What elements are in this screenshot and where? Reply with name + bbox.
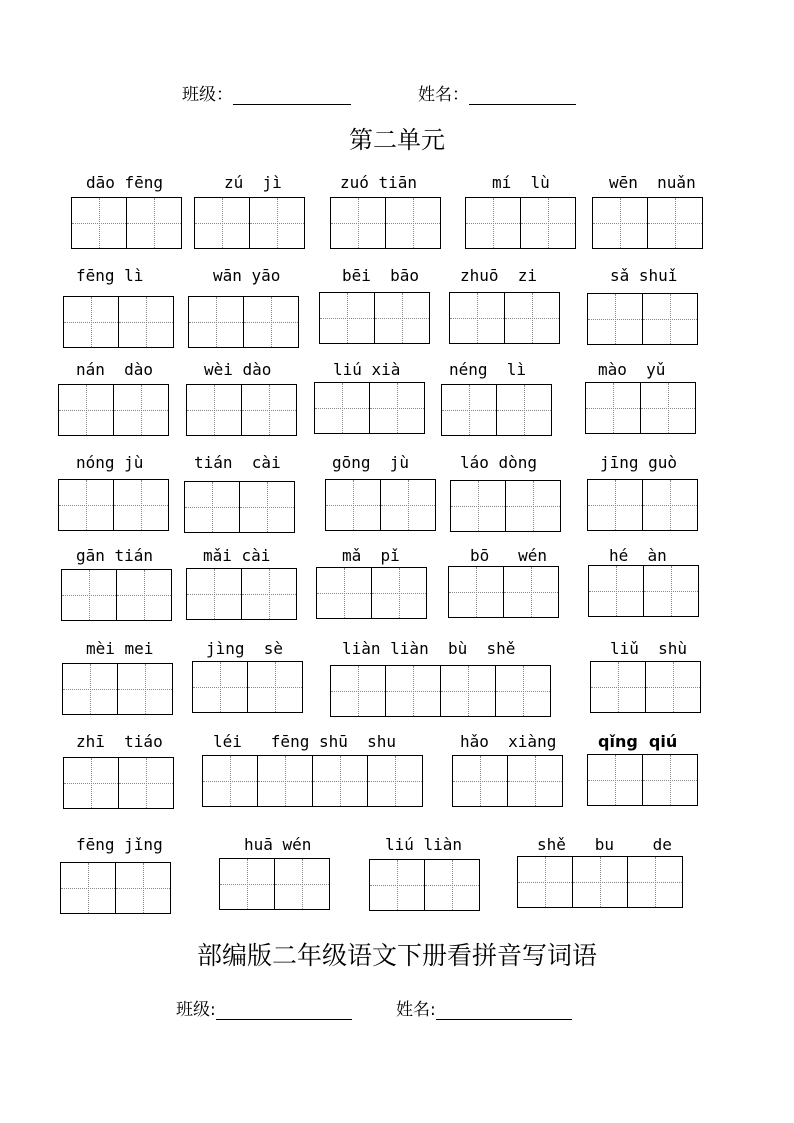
pinyin-label: mǎi cài xyxy=(203,546,271,565)
writing-box-row xyxy=(448,566,559,618)
pinyin-label: liú liàn xyxy=(385,835,463,854)
tianzige-cell[interactable] xyxy=(504,292,560,344)
pinyin-label: fēng lì xyxy=(76,266,144,285)
writing-box-row xyxy=(192,661,303,713)
pinyin-label: wān yāo xyxy=(213,266,281,285)
pinyin-label: mèi mei xyxy=(86,639,154,658)
writing-box-row xyxy=(449,292,560,344)
tianzige-cell[interactable] xyxy=(642,293,698,345)
writing-box-row xyxy=(194,197,305,249)
tianzige-cell[interactable] xyxy=(452,755,508,807)
tianzige-cell[interactable] xyxy=(62,663,118,715)
writing-box-row xyxy=(202,755,423,807)
tianzige-cell[interactable] xyxy=(572,856,628,908)
tianzige-cell[interactable] xyxy=(587,754,643,806)
writing-box-row xyxy=(585,382,696,434)
pinyin-label: nán dào xyxy=(76,360,154,379)
tianzige-cell[interactable] xyxy=(316,567,372,619)
tianzige-cell[interactable] xyxy=(380,479,436,531)
pinyin-label: zhī tiáo xyxy=(76,732,163,751)
pinyin-label: gōng jù xyxy=(332,453,410,472)
writing-box-row xyxy=(325,479,436,531)
class-blank[interactable] xyxy=(216,1003,352,1020)
tianzige-cell[interactable] xyxy=(202,755,258,807)
tianzige-cell[interactable] xyxy=(642,479,698,531)
tianzige-cell[interactable] xyxy=(60,862,116,914)
writing-box-row xyxy=(188,296,299,348)
pinyin-label: mǎ pǐ xyxy=(342,546,400,565)
worksheet-title: 部编版二年级语文下册看拼音写词语 xyxy=(196,941,597,970)
tianzige-cell[interactable] xyxy=(367,755,423,807)
tianzige-cell[interactable] xyxy=(449,292,505,344)
tianzige-cell[interactable] xyxy=(643,565,699,617)
pinyin-label: hé àn xyxy=(609,546,667,565)
tianzige-cell[interactable] xyxy=(118,757,174,809)
tianzige-cell[interactable] xyxy=(645,661,701,713)
writing-box-row xyxy=(587,754,698,806)
pinyin-label: qǐng qiú xyxy=(598,732,678,751)
tianzige-cell[interactable] xyxy=(503,566,559,618)
writing-box-row xyxy=(452,755,563,807)
tianzige-cell[interactable] xyxy=(374,292,430,344)
class-field-bottom xyxy=(176,995,352,1020)
writing-box-row xyxy=(369,859,480,911)
tianzige-cell[interactable] xyxy=(249,197,305,249)
tianzige-cell[interactable] xyxy=(640,382,696,434)
tianzige-cell[interactable] xyxy=(257,755,313,807)
tianzige-cell[interactable] xyxy=(440,665,496,717)
writing-box-row xyxy=(592,197,703,249)
tianzige-cell[interactable] xyxy=(186,384,242,436)
writing-box-row xyxy=(590,661,701,713)
writing-box-row xyxy=(316,567,427,619)
tianzige-cell[interactable] xyxy=(63,296,119,348)
pinyin-label: jīng guò xyxy=(600,453,678,472)
tianzige-cell[interactable] xyxy=(369,859,425,911)
pinyin-label: huā wén xyxy=(244,835,312,854)
tianzige-cell[interactable] xyxy=(520,197,576,249)
pinyin-label: wēn nuǎn xyxy=(609,173,696,192)
pinyin-label: léi fēng shū shu xyxy=(213,732,397,751)
pinyin-label: dāo fēng xyxy=(86,173,164,192)
pinyin-label: mí lù xyxy=(492,173,550,192)
writing-box-row xyxy=(314,382,425,434)
tianzige-cell[interactable] xyxy=(590,661,646,713)
tianzige-cell[interactable] xyxy=(184,481,240,533)
tianzige-cell[interactable] xyxy=(450,480,506,532)
pinyin-label: tián cài xyxy=(194,453,281,472)
pinyin-label: sǎ shuǐ xyxy=(610,266,678,285)
tianzige-cell[interactable] xyxy=(371,567,427,619)
writing-box-row xyxy=(587,293,698,345)
tianzige-cell[interactable] xyxy=(247,661,303,713)
pinyin-label: hǎo xiàng xyxy=(460,732,557,751)
pinyin-label: bēi bāo xyxy=(342,266,420,285)
writing-box-row xyxy=(450,480,561,532)
tianzige-cell[interactable] xyxy=(312,755,368,807)
tianzige-cell[interactable] xyxy=(219,858,275,910)
tianzige-cell[interactable] xyxy=(274,858,330,910)
tianzige-cell[interactable] xyxy=(186,568,242,620)
name-field-top xyxy=(418,80,576,105)
pinyin-label: liàn liàn bù shě xyxy=(342,639,516,658)
tianzige-cell[interactable] xyxy=(71,197,127,249)
writing-box-row xyxy=(186,568,297,620)
tianzige-cell[interactable] xyxy=(314,382,370,434)
tianzige-cell[interactable] xyxy=(517,856,573,908)
tianzige-cell[interactable] xyxy=(587,293,643,345)
writing-box-row xyxy=(63,296,174,348)
pinyin-label: bō wén xyxy=(470,546,548,565)
pinyin-label: nóng jù xyxy=(76,453,144,472)
tianzige-cell[interactable] xyxy=(241,384,297,436)
tianzige-cell[interactable] xyxy=(585,382,641,434)
tianzige-cell[interactable] xyxy=(505,480,561,532)
tianzige-cell[interactable] xyxy=(424,859,480,911)
tianzige-cell[interactable] xyxy=(117,663,173,715)
tianzige-cell[interactable] xyxy=(63,757,119,809)
tianzige-cell[interactable] xyxy=(385,665,441,717)
class-field-top xyxy=(182,80,351,105)
tianzige-cell[interactable] xyxy=(239,481,295,533)
pinyin-label: wèi dào xyxy=(204,360,272,379)
tianzige-cell[interactable] xyxy=(58,479,114,531)
pinyin-label: zuó tiān xyxy=(340,173,418,192)
tianzige-cell[interactable] xyxy=(496,384,552,436)
writing-box-row xyxy=(71,197,182,249)
writing-box-row xyxy=(62,663,173,715)
pinyin-label: jìng sè xyxy=(206,639,284,658)
tianzige-cell[interactable] xyxy=(385,197,441,249)
class-label: 班级: xyxy=(176,1000,216,1020)
writing-box-row xyxy=(588,565,699,617)
tianzige-cell[interactable] xyxy=(642,754,698,806)
tianzige-cell[interactable] xyxy=(441,384,497,436)
writing-box-row xyxy=(58,479,169,531)
writing-box-row xyxy=(186,384,297,436)
name-blank[interactable] xyxy=(436,1003,572,1020)
tianzige-cell[interactable] xyxy=(188,296,244,348)
tianzige-cell[interactable] xyxy=(495,665,551,717)
tianzige-cell[interactable] xyxy=(319,292,375,344)
tianzige-cell[interactable] xyxy=(58,384,114,436)
writing-box-row xyxy=(517,856,683,908)
tianzige-cell[interactable] xyxy=(325,479,381,531)
tianzige-cell[interactable] xyxy=(507,755,563,807)
pinyin-label: fēng jǐng xyxy=(76,835,163,854)
tianzige-cell[interactable] xyxy=(61,569,117,621)
writing-box-row xyxy=(58,384,169,436)
name-label: 姓名： xyxy=(418,85,469,105)
tianzige-cell[interactable] xyxy=(113,384,169,436)
writing-box-row xyxy=(441,384,552,436)
pinyin-label: liú xià xyxy=(333,360,401,379)
pinyin-label: láo dòng xyxy=(460,453,538,472)
writing-box-row xyxy=(465,197,576,249)
tianzige-cell[interactable] xyxy=(243,296,299,348)
tianzige-cell[interactable] xyxy=(126,197,182,249)
pinyin-label: gān tián xyxy=(76,546,154,565)
writing-box-row xyxy=(319,292,430,344)
tianzige-cell[interactable] xyxy=(369,382,425,434)
tianzige-cell[interactable] xyxy=(115,862,171,914)
tianzige-cell[interactable] xyxy=(194,197,250,249)
writing-box-row xyxy=(330,665,551,717)
pinyin-label: liǔ shù xyxy=(610,639,688,658)
tianzige-cell[interactable] xyxy=(465,197,521,249)
writing-box-row xyxy=(330,197,441,249)
writing-box-row xyxy=(587,479,698,531)
name-blank[interactable] xyxy=(469,88,576,105)
tianzige-cell[interactable] xyxy=(113,479,169,531)
tianzige-cell[interactable] xyxy=(192,661,248,713)
pinyin-label: zú jì xyxy=(224,173,282,192)
tianzige-cell[interactable] xyxy=(592,197,648,249)
class-label: 班级： xyxy=(182,85,233,105)
class-blank[interactable] xyxy=(233,88,351,105)
name-label: 姓名: xyxy=(396,1000,436,1020)
tianzige-cell[interactable] xyxy=(448,566,504,618)
tianzige-cell[interactable] xyxy=(647,197,703,249)
name-field-bottom xyxy=(396,995,572,1020)
tianzige-cell[interactable] xyxy=(118,296,174,348)
tianzige-cell[interactable] xyxy=(330,197,386,249)
tianzige-cell[interactable] xyxy=(116,569,172,621)
tianzige-cell[interactable] xyxy=(627,856,683,908)
tianzige-cell[interactable] xyxy=(241,568,297,620)
unit-title: 第二单元 xyxy=(349,126,445,154)
tianzige-cell[interactable] xyxy=(587,479,643,531)
writing-box-row xyxy=(63,757,174,809)
tianzige-cell[interactable] xyxy=(330,665,386,717)
writing-box-row xyxy=(61,569,172,621)
pinyin-label: shě bu de xyxy=(537,835,672,854)
pinyin-label: zhuō zi xyxy=(460,266,538,285)
writing-box-row xyxy=(219,858,330,910)
writing-box-row xyxy=(60,862,171,914)
pinyin-label: mào yǔ xyxy=(598,360,666,379)
pinyin-label: néng lì xyxy=(449,360,527,379)
tianzige-cell[interactable] xyxy=(588,565,644,617)
writing-box-row xyxy=(184,481,295,533)
